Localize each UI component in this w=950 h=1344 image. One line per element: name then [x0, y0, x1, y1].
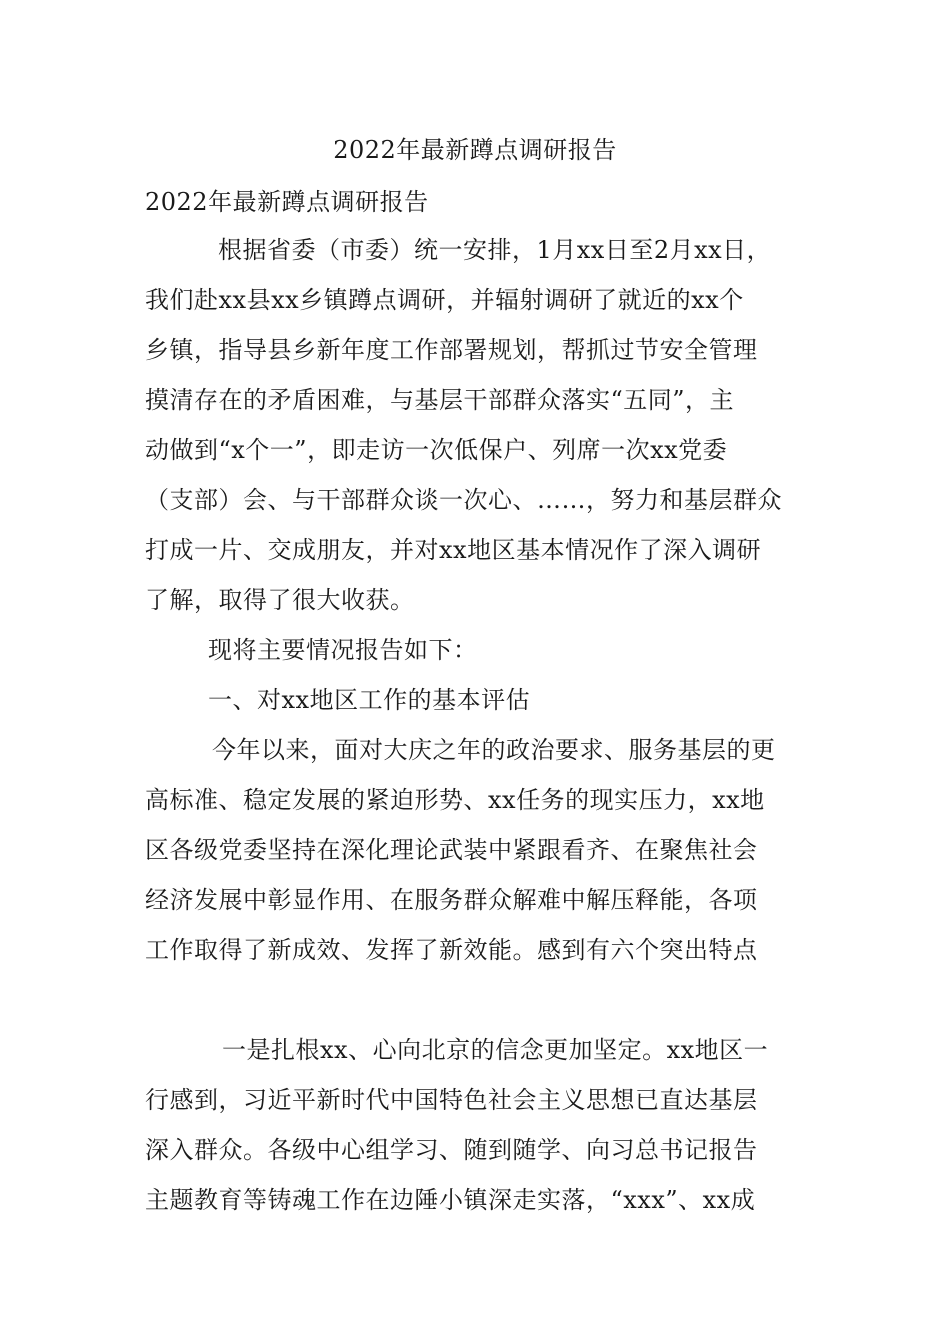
paragraph-line: 今年以来，面对大庆之年的政治要求、服务基层的更: [212, 736, 776, 764]
paragraph-line: 现将主要情况报告如下：: [208, 636, 478, 664]
paragraph-line: 动做到“x个一”，即走访一次低保户、列席一次xx党委: [145, 436, 728, 464]
paragraph-line: 我们赴xx县xx乡镇蹲点调研，并辐射调研了就近的xx个: [145, 286, 744, 314]
paragraph-line: 了解，取得了很大收获。: [145, 586, 415, 614]
paragraph-line: 主题教育等铸魂工作在边陲小镇深走实落，“xxx”、xx成: [145, 1186, 756, 1214]
paragraph-line: 经济发展中彰显作用、在服务群众解难中解压释能，各项: [145, 886, 758, 914]
paragraph-line: 一是扎根xx、心向北京的信念更加坚定。xx地区一: [222, 1036, 769, 1064]
document-title: 2022年最新蹲点调研报告: [333, 136, 617, 164]
subtitle-line: 2022年最新蹲点调研报告: [145, 188, 429, 216]
paragraph-line: 根据省委（市委）统一安排，1月xx日至2月xx日，: [218, 236, 772, 264]
paragraph-line: 打成一片、交成朋友，并对xx地区基本情况作了深入调研: [145, 536, 762, 564]
paragraph-line: 高标准、稳定发展的紧迫形势、xx任务的现实压力，xx地: [145, 786, 765, 814]
paragraph-line: 工作取得了新成效、发挥了新效能。感到有六个突出特点: [145, 936, 758, 964]
paragraph-line: 行感到，习近平新时代中国特色社会主义思想已直达基层: [145, 1086, 758, 1114]
paragraph-line: （支部）会、与干部群众谈一次心、……，努力和基层群众: [145, 486, 782, 514]
section-heading: 一、对xx地区工作的基本评估: [208, 686, 531, 714]
paragraph-line: 摸清存在的矛盾困难，与基层干部群众落实“五同”，主: [145, 386, 735, 414]
paragraph-line: 深入群众。各级中心组学习、随到随学、向习总书记报告: [145, 1136, 758, 1164]
paragraph-line: 区各级党委坚持在深化理论武装中紧跟看齐、在聚焦社会: [145, 836, 758, 864]
paragraph-line: 乡镇，指导县乡新年度工作部署规划，帮抓过节安全管理: [145, 336, 758, 364]
